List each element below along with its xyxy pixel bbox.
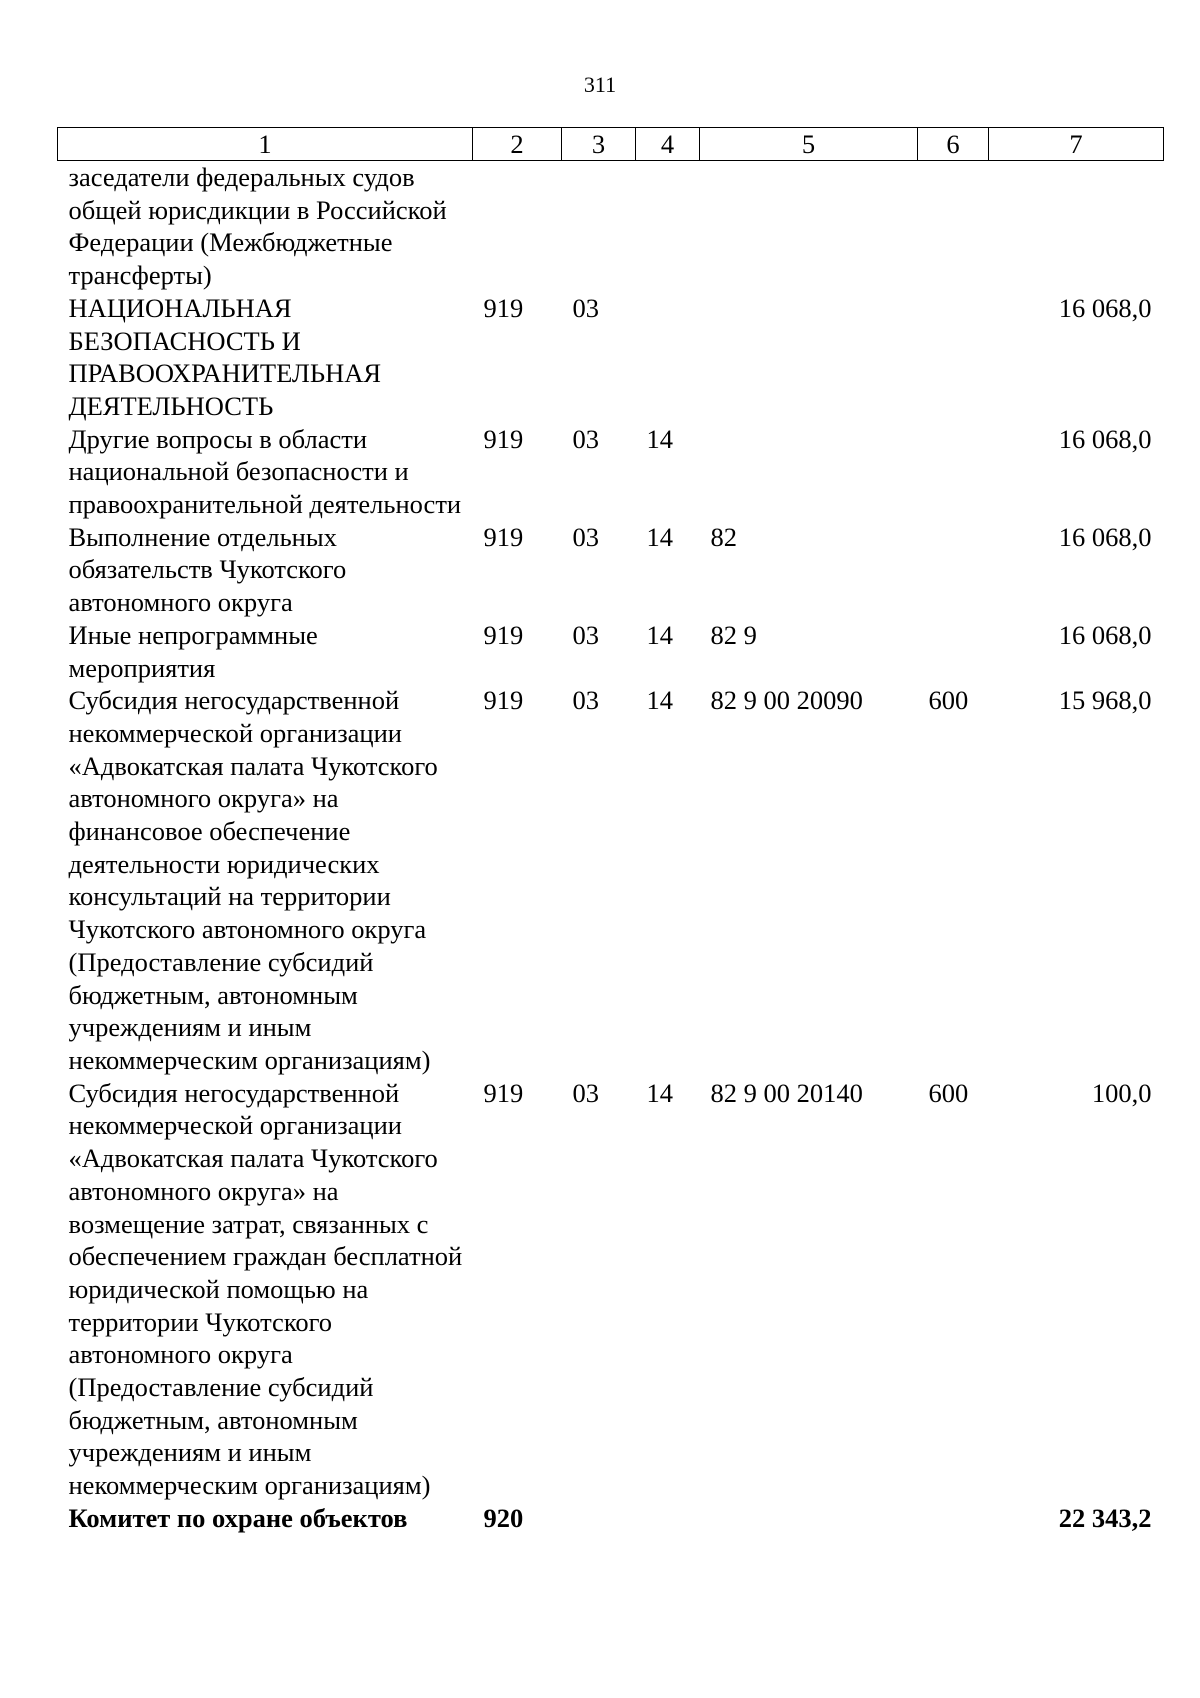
row-target-code: 82 9	[710, 619, 757, 650]
row-target-code: 82 9 00 20090	[710, 685, 863, 716]
row-amount: 16 068,0	[1058, 292, 1152, 323]
row-name: Выполнение отдельных обязательств Чукотского автономного округа	[68, 521, 347, 618]
row-amount: 16 068,0	[1058, 521, 1152, 552]
table-row	[58, 1077, 1164, 1502]
row-subsection-code: 14	[646, 619, 673, 650]
row-name: НАЦИОНАЛЬНАЯ БЕЗОПАСНОСТЬ И ПРАВООХРАНИТЕЛЬНАЯ ДЕЯТЕЛЬНОСТЬ	[68, 292, 382, 421]
row-subsection-code: 14	[646, 521, 673, 552]
table-row	[58, 684, 1164, 1076]
row-amount: 22 343,2	[1058, 1502, 1152, 1533]
table-row	[58, 1502, 1164, 1535]
row-grbs-code: 919	[483, 521, 524, 552]
row-grbs-code: 919	[483, 619, 524, 650]
row-amount	[989, 161, 1164, 292]
row-grbs-code	[473, 161, 562, 292]
row-target-code	[700, 1502, 918, 1535]
row-target-code	[700, 292, 918, 423]
table-row	[58, 292, 1164, 423]
row-amount: 16 068,0	[1058, 619, 1152, 650]
table-row	[58, 521, 1164, 619]
row-grbs-code: 919	[483, 1077, 524, 1108]
row-name: Другие вопросы в области национальной безопасности и правоохранительной деятельности	[68, 423, 462, 520]
row-target-code: 82	[710, 521, 737, 552]
row-expense-type: 600	[928, 685, 969, 716]
table-row	[58, 161, 1164, 292]
row-amount: 16 068,0	[1058, 423, 1152, 454]
header-col-1: 1	[58, 128, 473, 161]
row-expense-type: 600	[928, 1077, 969, 1108]
row-expense-type	[918, 423, 989, 521]
row-amount: 100,0	[1091, 1077, 1152, 1108]
row-section-code: 03	[572, 521, 599, 552]
row-subsection-code	[636, 292, 700, 423]
table-header	[58, 128, 1164, 161]
row-section-code	[562, 161, 636, 292]
row-grbs-code: 919	[483, 685, 524, 716]
row-name: заседатели федеральных судов общей юрисдикции в Российской Федерации (Межбюджетные трансферты)	[68, 162, 447, 291]
row-section-code	[562, 1502, 636, 1535]
row-section-code: 03	[572, 685, 599, 716]
row-subsection-code: 14	[646, 1077, 673, 1108]
header-row	[58, 128, 1164, 161]
row-target-code	[700, 161, 918, 292]
row-grbs-code: 920	[483, 1502, 524, 1533]
header-col-5: 5	[700, 128, 918, 161]
row-subsection-code	[636, 161, 700, 292]
header-col-4: 4	[636, 128, 700, 161]
row-section-code: 03	[572, 619, 599, 650]
table-row	[58, 619, 1164, 684]
row-expense-type	[918, 619, 989, 684]
budget-table	[57, 127, 1164, 1535]
row-section-code: 03	[572, 292, 599, 323]
page-number: 311	[583, 72, 617, 97]
row-name: Субсидия негосударственной некоммерческой организации «Адвокатская палата Чукотского автономного округа» на возмещение затрат, связанных с обеспечением граждан бесплатной юридической помощью на территории Чукотского автономного округа (Предоставление субсидий бюджетным, автономным учреждениям и иным некоммерческим организациям)	[68, 1077, 463, 1501]
row-section-code: 03	[572, 1077, 599, 1108]
table-row	[58, 423, 1164, 521]
row-subsection-code	[636, 1502, 700, 1535]
row-expense-type	[918, 1502, 989, 1535]
row-name: Комитет по охране объектов	[68, 1502, 408, 1533]
table-body	[58, 161, 1164, 1535]
row-subsection-code: 14	[646, 423, 673, 454]
row-grbs-code: 919	[483, 292, 524, 323]
header-col-7: 7	[989, 128, 1164, 161]
header-col-2: 2	[473, 128, 562, 161]
row-section-code: 03	[572, 423, 599, 454]
header-col-3: 3	[562, 128, 636, 161]
row-grbs-code: 919	[483, 423, 524, 454]
row-name: Иные непрограммные мероприятия	[68, 619, 318, 683]
row-subsection-code: 14	[646, 685, 673, 716]
row-target-code: 82 9 00 20140	[710, 1077, 863, 1108]
header-col-6: 6	[918, 128, 989, 161]
row-expense-type	[918, 521, 989, 619]
row-name: Субсидия негосударственной некоммерческой организации «Адвокатская палата Чукотского автономного округа» на финансовое обеспечение деятельности юридических консультаций на территории Чукотского автономного округа (Предоставление субсидий бюджетным, автономным учреждениям и иным некоммерческим организациям)	[68, 685, 438, 1075]
row-expense-type	[918, 161, 989, 292]
row-expense-type	[918, 292, 989, 423]
row-target-code	[700, 423, 918, 521]
row-amount: 15 968,0	[1058, 685, 1152, 716]
